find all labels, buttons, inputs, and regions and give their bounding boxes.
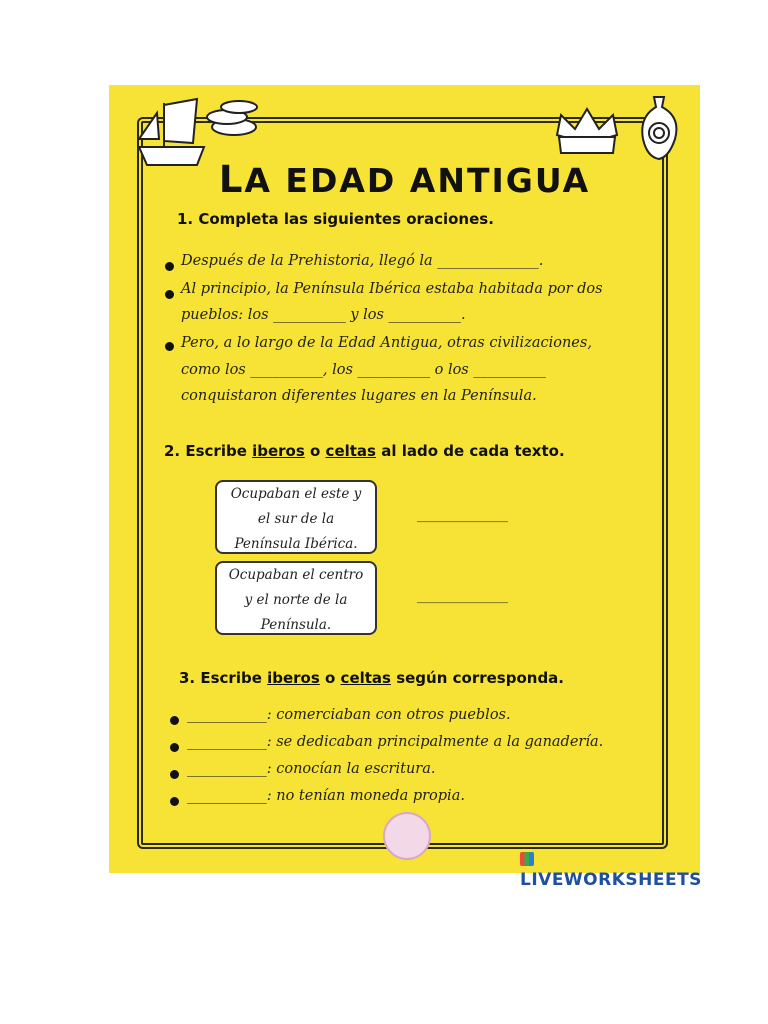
vase-icon xyxy=(642,97,676,159)
crown-icon xyxy=(557,109,617,153)
section2-heading xyxy=(164,442,565,460)
box-line: Ocupaban el centro xyxy=(228,567,364,583)
section3-heading xyxy=(179,669,564,687)
heading-text: 3. Escribe xyxy=(179,669,268,687)
liveworksheets-icon xyxy=(520,852,534,866)
heading-text: 2. Escribe xyxy=(164,442,253,460)
sentence-line: Después de la Prehistoria, llegó la ______________. xyxy=(181,253,544,269)
heading-text: al lado de cada texto. xyxy=(375,442,565,460)
brand-label: LIVEWORKSHEETS xyxy=(520,870,702,890)
statement-line[interactable]: ___________: se dedicaban principalmente a la ganadería. xyxy=(187,734,604,750)
bullet xyxy=(170,743,179,752)
box-line: Península. xyxy=(260,617,332,633)
box-line: Ocupaban el este y xyxy=(230,486,362,502)
bullet xyxy=(165,290,174,299)
text-box-2 xyxy=(215,561,377,635)
sentence-line: Pero, a lo largo de la Edad Antigua, otras civilizaciones, xyxy=(181,335,592,351)
sentence-line: pueblos: los __________ y los __________. xyxy=(181,307,466,323)
statement-line[interactable]: ___________: comerciaban con otros pueblos. xyxy=(187,707,511,723)
title-rest: A EDAD ANTIGUA xyxy=(244,161,591,200)
heading-word: celtas xyxy=(340,669,391,687)
worksheet xyxy=(109,85,702,890)
box-line: el sur de la xyxy=(257,511,335,527)
boat-icon xyxy=(139,99,204,165)
heading-text: o xyxy=(319,669,341,687)
heading-text: o xyxy=(304,442,326,460)
heading-word: celtas xyxy=(325,442,376,460)
bullet xyxy=(170,716,179,725)
liveworksheets-brand[interactable] xyxy=(520,850,702,890)
box-line: y el norte de la xyxy=(244,592,348,608)
heading-word: iberos xyxy=(267,669,320,687)
bullet xyxy=(165,262,174,271)
bullet xyxy=(165,342,174,351)
statement-line[interactable]: ___________: conocían la escritura. xyxy=(187,761,436,777)
sentence-line: como los __________, los __________ o los __________ xyxy=(181,362,546,378)
sentence-line: conquistaron diferentes lugares en la Península. xyxy=(181,388,537,404)
sentence-line: Al principio, la Península Ibérica estaba habitada por dos xyxy=(181,281,603,297)
author-logo-icon xyxy=(383,812,431,860)
text-box-1 xyxy=(215,480,377,554)
bullet xyxy=(170,797,179,806)
box-line: Península Ibérica. xyxy=(234,536,358,552)
page-title xyxy=(109,158,700,201)
title-first-letter: L xyxy=(218,158,245,201)
section1-heading: 1. Completa las siguientes oraciones. xyxy=(177,210,494,228)
answer-blank-2[interactable]: _____________ xyxy=(417,588,508,604)
heading-word: iberos xyxy=(252,442,305,460)
statement-line[interactable]: ___________: no tenían moneda propia. xyxy=(187,788,465,804)
answer-blank-1[interactable]: _____________ xyxy=(417,507,508,523)
coins-icon xyxy=(207,101,257,135)
bullet xyxy=(170,770,179,779)
heading-text: según corresponda. xyxy=(390,669,564,687)
